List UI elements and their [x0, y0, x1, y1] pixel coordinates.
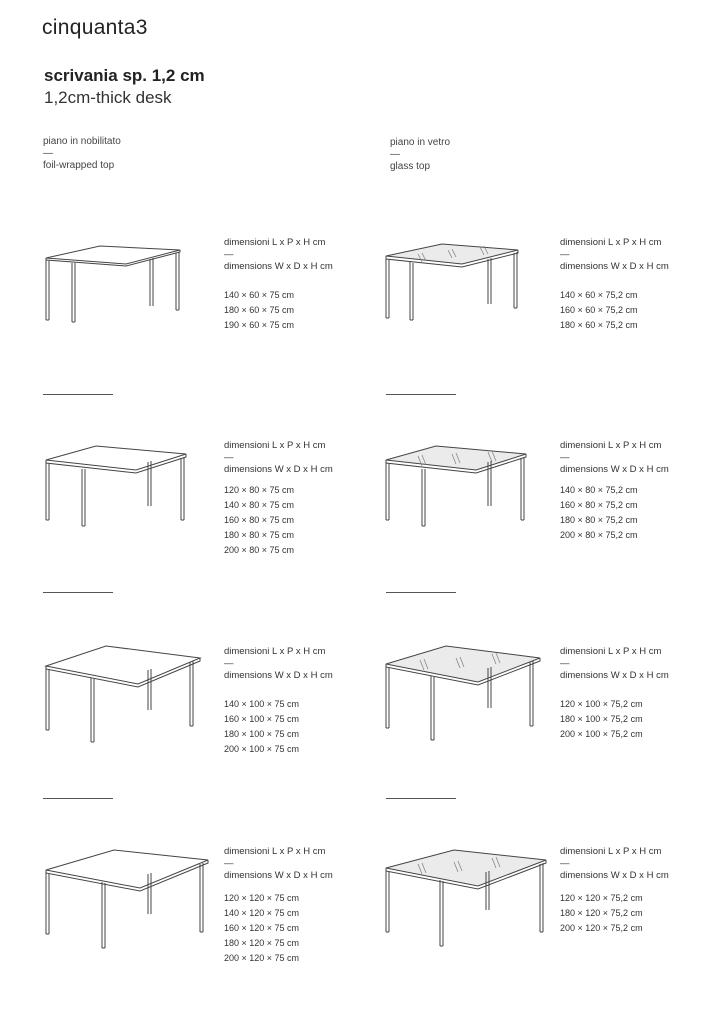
- spec-block-foil-1: [224, 237, 333, 334]
- spec-header-it: dimensioni L x P x H cm: [560, 846, 662, 857]
- spec-header-it: dimensioni L x P x H cm: [560, 646, 662, 657]
- spec-header-en: dimensions W x D x H cm: [560, 670, 669, 681]
- size-row: 200 × 120 × 75 cm: [224, 953, 300, 963]
- column-label-en: foil-wrapped top: [43, 160, 115, 171]
- size-row: 160 × 80 × 75,2 cm: [560, 500, 638, 510]
- divider: [386, 798, 456, 799]
- spec-header-it: dimensioni L x P x H cm: [224, 646, 326, 657]
- spec-header-en: dimensions W x D x H cm: [224, 464, 333, 475]
- size-row: 180 × 120 × 75,2 cm: [560, 908, 643, 918]
- size-row: 180 × 80 × 75,2 cm: [560, 515, 638, 525]
- size-row: 140 × 80 × 75,2 cm: [560, 485, 638, 495]
- size-row: 140 × 60 × 75,2 cm: [560, 290, 638, 300]
- spec-header-en: dimensions W x D x H cm: [224, 261, 333, 272]
- spec-header-en: dimensions W x D x H cm: [560, 464, 669, 475]
- spec-header-dash: —: [560, 858, 570, 869]
- divider: [43, 592, 113, 593]
- size-row: 140 × 120 × 75 cm: [224, 908, 300, 918]
- size-row: 200 × 100 × 75,2 cm: [560, 729, 643, 739]
- size-row: 180 × 100 × 75,2 cm: [560, 714, 643, 724]
- column-label-en: glass top: [390, 161, 431, 172]
- size-row: 120 × 120 × 75 cm: [224, 893, 300, 903]
- size-row: 160 × 60 × 75,2 cm: [560, 305, 638, 315]
- column-header-glass: [390, 137, 450, 173]
- desk-illustration-glass-100: [382, 640, 542, 750]
- size-row: 120 × 100 × 75,2 cm: [560, 699, 643, 709]
- size-row: 140 × 60 × 75 cm: [224, 290, 295, 300]
- size-row: 180 × 100 × 75 cm: [224, 729, 300, 739]
- desk-illustration-glass-80: [382, 440, 532, 530]
- size-row: 200 × 80 × 75,2 cm: [560, 530, 638, 540]
- size-row: 160 × 120 × 75 cm: [224, 923, 300, 933]
- divider: [43, 394, 113, 395]
- divider: [386, 394, 456, 395]
- column-label-dash: —: [390, 149, 400, 160]
- size-row: 140 × 80 × 75 cm: [224, 500, 295, 510]
- size-row: 140 × 100 × 75 cm: [224, 699, 300, 709]
- spec-block-foil-3: [224, 646, 333, 758]
- spec-header-dash: —: [560, 249, 570, 260]
- size-row: 200 × 120 × 75,2 cm: [560, 923, 643, 933]
- desk-illustration-foil-100: [40, 640, 200, 750]
- spec-header-dash: —: [224, 249, 234, 260]
- spec-header-it: dimensioni L x P x H cm: [224, 846, 326, 857]
- size-row: 180 × 80 × 75 cm: [224, 530, 295, 540]
- desk-illustration-foil-120: [40, 846, 210, 956]
- size-row: 160 × 80 × 75 cm: [224, 515, 295, 525]
- spec-header-dash: —: [224, 658, 234, 669]
- spec-header-en: dimensions W x D x H cm: [560, 261, 669, 272]
- spec-header-en: dimensions W x D x H cm: [224, 670, 333, 681]
- desk-illustration-glass-120: [382, 846, 552, 956]
- spec-block-foil-2: [224, 440, 333, 559]
- size-row: 160 × 100 × 75 cm: [224, 714, 300, 724]
- column-label-dash: —: [43, 148, 53, 159]
- size-row: 180 × 120 × 75 cm: [224, 938, 300, 948]
- spec-header-it: dimensioni L x P x H cm: [560, 440, 662, 451]
- spec-header-dash: —: [224, 858, 234, 869]
- column-label-it: piano in nobilitato: [43, 136, 121, 147]
- column-header-foil: [43, 136, 121, 172]
- desk-illustration-foil-80: [40, 440, 190, 530]
- size-row: 190 × 60 × 75 cm: [224, 320, 295, 330]
- spec-header-it: dimensioni L x P x H cm: [224, 440, 326, 451]
- spec-header-dash: —: [560, 658, 570, 669]
- size-row: 200 × 100 × 75 cm: [224, 744, 300, 754]
- spec-block-glass-1: [560, 237, 669, 334]
- spec-header-en: dimensions W x D x H cm: [224, 870, 333, 881]
- spec-header-it: dimensioni L x P x H cm: [560, 237, 662, 248]
- spec-block-glass-4: [560, 846, 669, 937]
- spec-block-glass-3: [560, 646, 669, 743]
- size-row: 180 × 60 × 75,2 cm: [560, 320, 638, 330]
- page-subtitle: 1,2cm-thick desk: [44, 88, 172, 107]
- divider: [386, 592, 456, 593]
- size-row: 120 × 120 × 75,2 cm: [560, 893, 643, 903]
- spec-block-glass-2: [560, 440, 669, 544]
- desk-illustration-foil-60: [40, 236, 190, 326]
- spec-block-foil-4: [224, 846, 333, 967]
- size-row: 120 × 80 × 75 cm: [224, 485, 295, 495]
- page-title: scrivania sp. 1,2 cm: [44, 66, 205, 85]
- brand-logo: cinquanta3: [42, 16, 148, 39]
- column-label-it: piano in vetro: [390, 137, 451, 148]
- spec-header-en: dimensions W x D x H cm: [560, 870, 669, 881]
- size-row: 200 × 80 × 75 cm: [224, 545, 295, 555]
- size-row: 180 × 60 × 75 cm: [224, 305, 295, 315]
- divider: [43, 798, 113, 799]
- spec-header-dash: —: [560, 452, 570, 463]
- spec-header-it: dimensioni L x P x H cm: [224, 237, 326, 248]
- desk-illustration-glass-60: [382, 236, 532, 326]
- spec-header-dash: —: [224, 452, 234, 463]
